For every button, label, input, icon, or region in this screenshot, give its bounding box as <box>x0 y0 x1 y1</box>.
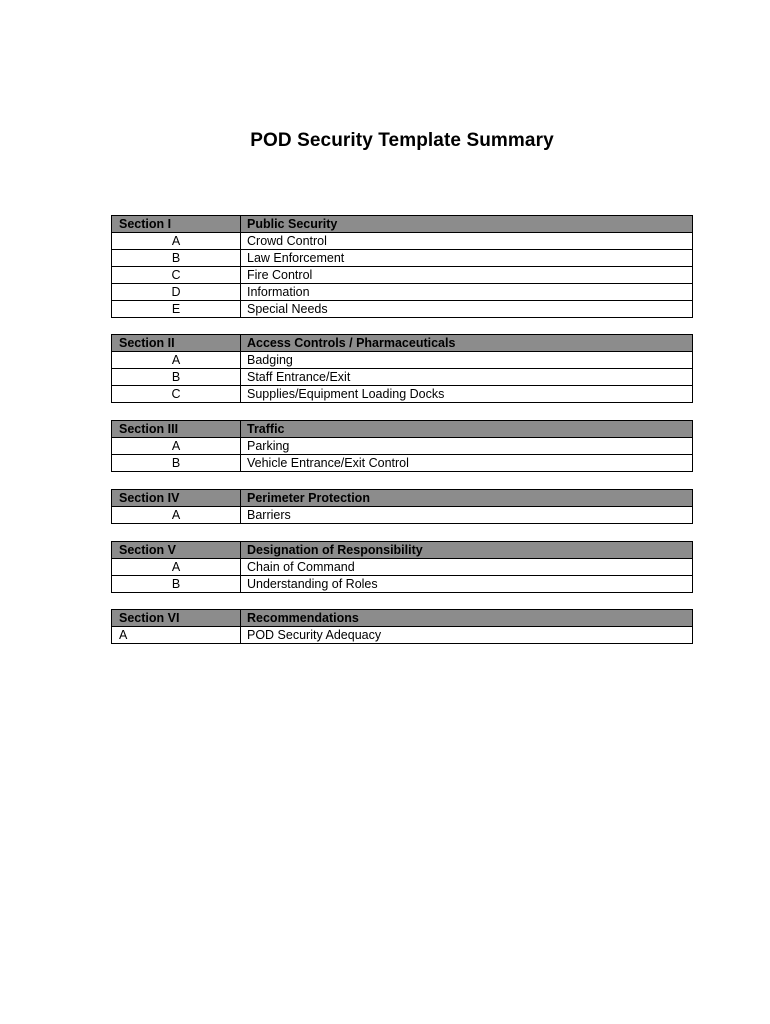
table-row <box>112 559 693 576</box>
item-letter: B <box>112 455 241 472</box>
item-letter: B <box>112 576 241 593</box>
section-table <box>111 609 693 644</box>
section-table <box>111 489 693 524</box>
section-heading: Designation of Responsibility <box>241 542 693 559</box>
table-row <box>112 233 693 250</box>
table-row <box>112 627 693 644</box>
section-id: Section V <box>112 542 241 559</box>
section-id: Section IV <box>112 490 241 507</box>
item-letter: A <box>112 507 241 524</box>
table-row <box>112 576 693 593</box>
section-heading: Traffic <box>241 421 693 438</box>
item-label: Vehicle Entrance/Exit Control <box>247 455 409 470</box>
item-label: Badging <box>241 352 693 369</box>
item-label: Barriers <box>247 507 291 522</box>
item-letter: A <box>112 352 241 369</box>
item-letter: C <box>112 267 241 284</box>
item-label: Law Enforcement <box>241 250 693 267</box>
item-letter: B <box>112 369 241 386</box>
item-label: Information <box>241 284 693 301</box>
item-label: Chain of Command <box>241 559 693 576</box>
table-row <box>112 301 693 318</box>
item-label: Crowd Control <box>241 233 693 250</box>
table-row <box>112 267 693 284</box>
section-header-row <box>112 490 693 507</box>
section-table <box>111 541 693 593</box>
section-id: Section III <box>112 421 241 438</box>
item-label: POD Security Adequacy <box>247 627 382 642</box>
section-heading: Perimeter Protection <box>241 490 693 507</box>
table-row <box>112 438 693 455</box>
item-label: Special Needs <box>247 301 328 316</box>
section-heading: Access Controls / Pharmaceuticals <box>241 335 693 352</box>
item-label: Staff Entrance/Exit <box>241 369 693 386</box>
item-letter: A <box>112 233 241 250</box>
item-letter: A <box>112 559 241 576</box>
table-row <box>112 284 693 301</box>
item-letter: C <box>112 386 241 403</box>
item-label: Fire Control <box>241 267 693 284</box>
section-heading: Public Security <box>241 216 693 233</box>
table-row <box>112 455 693 472</box>
section-id: Section VI <box>112 610 241 627</box>
section-id: Section II <box>112 335 241 352</box>
item-label: Parking <box>241 438 693 455</box>
section-header-row <box>112 335 693 352</box>
table-row <box>112 352 693 369</box>
section-header-row <box>112 216 693 233</box>
section-table <box>111 215 693 318</box>
table-row <box>112 250 693 267</box>
item-letter: D <box>112 284 241 301</box>
page-title: POD Security Template Summary <box>250 130 554 151</box>
item-letter: A <box>112 438 241 455</box>
section-header-row <box>112 421 693 438</box>
table-row <box>112 369 693 386</box>
item-letter: B <box>112 250 241 267</box>
section-table <box>111 420 693 472</box>
item-label: Understanding of Roles <box>247 576 378 591</box>
item-letter: E <box>112 301 241 318</box>
table-row <box>112 386 693 403</box>
table-row <box>112 507 693 524</box>
section-header-row <box>112 610 693 627</box>
item-label: Supplies/Equipment Loading Docks <box>247 386 445 401</box>
section-header-row <box>112 542 693 559</box>
section-id: Section I <box>112 216 241 233</box>
section-heading: Recommendations <box>241 610 693 627</box>
section-table <box>111 334 693 403</box>
item-letter: A <box>112 627 241 644</box>
